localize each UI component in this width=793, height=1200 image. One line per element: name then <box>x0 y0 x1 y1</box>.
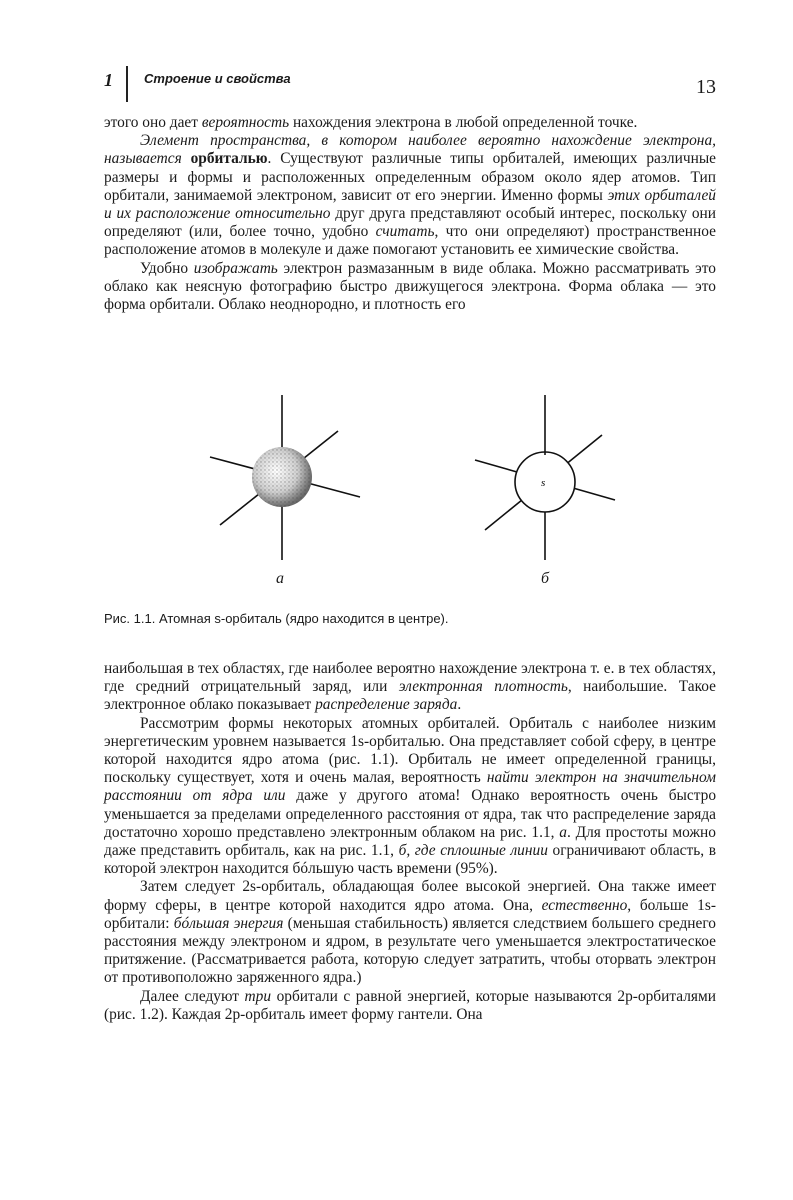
paragraph <box>104 715 716 879</box>
text-run: , наибольшие. Такое электронное облако показывает <box>104 678 716 714</box>
text-run: Рассмотрим формы некоторых атомных орбиталей. Орбиталь с наиболее низким энергетическим уровнем называется 1s-орбиталью. Она представляет собой сферу, в центре которой находится ядро атома (рис. 1.1). Орбиталь не имеет определенной границы, поскольку существует, хотя и очень малая, вероятность <box>104 714 716 787</box>
italic-text: изображать <box>193 259 278 277</box>
italic-text: Элемент пространства, в котором наиболее вероятно нахождение электрона, называется <box>104 132 716 168</box>
chapter-title: Строение и свойства <box>144 71 291 86</box>
paragraph <box>104 878 716 987</box>
italic-text: электронная плотность <box>398 678 568 696</box>
text-run <box>182 150 191 167</box>
s-orbital-illustration <box>200 385 620 595</box>
figure-label-a: а <box>276 570 284 587</box>
italic-text: а <box>559 823 567 841</box>
text-run: электрон размазанным в виде облака. Можно рассматривать это облако как неясную фотографию быстро движущегося электрона. Форма облака — это форма орбитали. Облако неоднородно, и плотность его <box>104 259 717 314</box>
text-run: , что они определяют) пространственное расположение атомов в молекуле и даже помогают установить ее химические свойства. <box>104 223 716 259</box>
diagram-a-electron-cloud <box>210 395 360 560</box>
text-run: этого оно дает <box>104 114 202 131</box>
chapter-number: 1 <box>104 70 113 90</box>
figure-caption: Рис. 1.1. Атомная s-орбиталь (ядро находится в центре). <box>104 611 449 626</box>
text-run: Удобно <box>140 259 194 277</box>
italic-text: распределение заряда <box>315 696 458 714</box>
text-run: орбитали с равной энергией, которые называются 2p-орбиталями (рис. 1.2). Каждая 2p-орбиталь имеет форму гантели. Она <box>104 987 716 1023</box>
page-number: 13 <box>696 76 716 98</box>
paragraph <box>104 260 716 315</box>
text-run: Затем следует 2s-орбиталь, обладающая более высокой энергией. Она также имеет форму сферы, в центре которой находится ядро атома. Она, <box>104 878 716 914</box>
header-divider <box>126 66 128 102</box>
italic-text: естественно <box>541 896 628 914</box>
italic-text: найти электрон на значительном расстоянии от ядра или <box>104 769 716 805</box>
italic-text: этих орбиталей и их расположение <box>104 186 716 223</box>
italic-text: три <box>244 987 272 1005</box>
text-run: . Для простоты можно даже представить орбиталь, как на рис. 1.1, <box>104 823 716 860</box>
text-run: друг друга представляют особый интерес, поскольку они определяют (или, более точно, удобно <box>104 205 716 241</box>
orbital-symbol: s <box>541 477 546 489</box>
text-run: , больше 1s-орбитали: <box>104 896 716 932</box>
text-run: ограничивают область, в которой электрон находится бóльшую часть времени (95%). <box>104 842 716 878</box>
text-run: нахождения электрона в любой определенной точке. <box>289 114 638 131</box>
italic-text: б, где сплошные линии <box>398 842 548 860</box>
diagram-b-orbital-boundary <box>475 395 615 560</box>
body-text-top <box>104 114 716 314</box>
text-run: Далее следуют <box>140 987 245 1005</box>
body-text-bottom <box>104 660 716 1024</box>
text-run: . <box>457 696 462 714</box>
italic-text: вероятность <box>201 114 290 131</box>
italic-text: бóльшая энергия <box>173 914 284 932</box>
italic-text: относительно <box>235 205 331 223</box>
paragraph <box>104 988 716 1024</box>
running-header <box>104 66 716 102</box>
text-run: наибольшая в тех областях, где наиболее вероятно нахождение электрона т. е. в тех областях, где средний отрицательный заряд, или <box>104 660 716 696</box>
paragraph <box>104 660 716 715</box>
italic-text: считать <box>375 223 435 241</box>
paragraph <box>104 132 716 259</box>
figure-1-1 <box>200 385 620 595</box>
text-run: даже у другого атома! Однако вероятность очень быстро уменьшается за пределами определенного расстояния от ядра, так что распределение заряда достаточно хорошо представлено электронным облаком на рис. 1.1, <box>104 787 717 841</box>
figure-label-b: б <box>541 570 550 587</box>
text-run: (меньшая стабильность) является следствием большего среднего расстояния между электроном и ядром, в результате чего уменьшается электростатическое притяжение. (Рассматривается работа, которую следует затратить, чтобы оторвать электрон от противоположно заряженного ядра.) <box>104 914 716 987</box>
paragraph <box>104 114 716 132</box>
bold-term: орбиталью <box>190 150 268 168</box>
text-run: . Существуют различные типы орбиталей, имеющих различные размеры и формы и расположенных определенным образом около ядер атомов. Тип орбитали, занимаемой электроном, зависит от его энергии. Именно формы <box>104 150 716 204</box>
